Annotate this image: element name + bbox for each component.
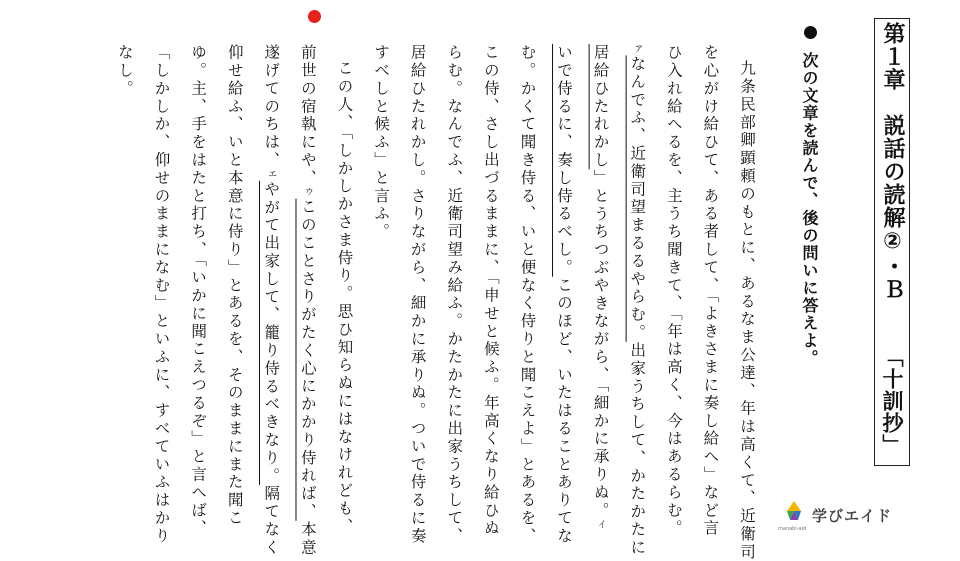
question-marker: ウ	[302, 187, 313, 199]
passage-column	[289, 44, 326, 557]
passage-segment: らむ。なんでふ、近衛司望み給ふ。かたかたに出家うちして、	[445, 44, 464, 546]
passage-text	[106, 44, 765, 561]
passage-segment: すべしと候ふ」と言ふ。	[372, 44, 391, 241]
passage-column	[180, 44, 217, 538]
bullet-red-icon	[308, 10, 321, 23]
passage-segment: を心がけ給ひて、ある者して、「よきさまに奏し給へ」など言	[701, 44, 720, 538]
passage-column	[619, 44, 656, 557]
passage-segment: ひ入れ給へるを、主うち聞きて、「年は高く、今はあるらむ。	[664, 44, 683, 538]
chapter-title: 第１章 説話の読解②・Ｂ	[880, 22, 905, 301]
question-marker: ア	[632, 44, 643, 56]
passage-column	[582, 44, 619, 531]
passage-column	[253, 44, 290, 557]
source-label: 「十訓抄」	[880, 346, 904, 456]
passage-segment: 「しかしか、仰せのままになむ」といふに、すべていふはかり	[152, 44, 171, 546]
passage-segment: 隔てなく	[262, 485, 281, 557]
passage-segment: 遂げてのちは、	[262, 44, 281, 170]
passage-segment: この侍、さし出づるままに、「申せと候ふ。年高くなり給ひぬ	[481, 44, 500, 538]
question-marker: イ	[595, 519, 606, 531]
passage-column	[545, 44, 582, 546]
underlined-phrase: なんでふ、近衛司望まるるやらむ。	[628, 55, 647, 342]
underlined-phrase: いで侍るに、奏し侍るべし。	[555, 44, 574, 277]
passage-column	[362, 44, 399, 484]
bullet-black-icon	[804, 26, 817, 39]
logo-caption: manabi-aid	[778, 526, 807, 532]
passage-column	[216, 44, 253, 528]
passage-column	[326, 44, 363, 536]
passage-segment: 九条民部卿顕頼のもとに、あるなま公達、年は高くて、近衛司	[738, 59, 756, 561]
instruction-text: 次の文章を読んで、後の問いに答えよ。	[800, 52, 819, 367]
passage-segment: 前世の宿執にや、	[298, 44, 317, 188]
passage-segment: む。かくて聞き侍る、いと便なく侍りと聞こえよ」とあるを、	[518, 44, 537, 546]
passage-segment: 」とうちつぶやきながら、「細かに承りぬ。	[591, 169, 610, 520]
manabi-aid-logo-icon	[782, 500, 806, 524]
passage-column	[728, 44, 765, 561]
passage-column	[143, 44, 180, 546]
passage-column	[106, 44, 143, 484]
passage-segment: この人、「しかしかさま侍り。思ひ知らぬにはなけれども、	[335, 59, 354, 536]
passage-column	[692, 44, 729, 538]
passage-segment: ゆ。主、手をはたと打ち、「いかに聞こえつるぞ」と言へば、	[189, 44, 208, 538]
passage-column	[399, 44, 436, 546]
passage-column	[436, 44, 473, 546]
passage-segment: このほど、いたはることありてな	[555, 276, 574, 546]
logo-wordmark: 学びエイド	[812, 507, 893, 525]
underlined-phrase: やがて出家して、籠り侍るべきなり。	[262, 180, 281, 486]
question-marker: エ	[266, 169, 277, 181]
passage-segment: なし。	[115, 44, 134, 98]
passage-segment: 居給ひたれかし。さりながら、細かに承りぬ。ついで侍るに奏	[408, 44, 427, 546]
passage-column	[655, 44, 692, 538]
passage-column	[472, 44, 509, 538]
passage-segment: 出家うちして、かたかたに	[628, 341, 647, 557]
passage-segment: 仰せ給ふ、いと本意に侍り」とあるを、そのままにまた聞こ	[225, 44, 244, 528]
underlined-phrase: このことさりがたく心にかかり侍れば、	[298, 198, 317, 521]
passage-segment: 本意	[298, 520, 317, 557]
passage-column	[509, 44, 546, 546]
underlined-phrase: 居給ひたれかし	[591, 44, 610, 170]
